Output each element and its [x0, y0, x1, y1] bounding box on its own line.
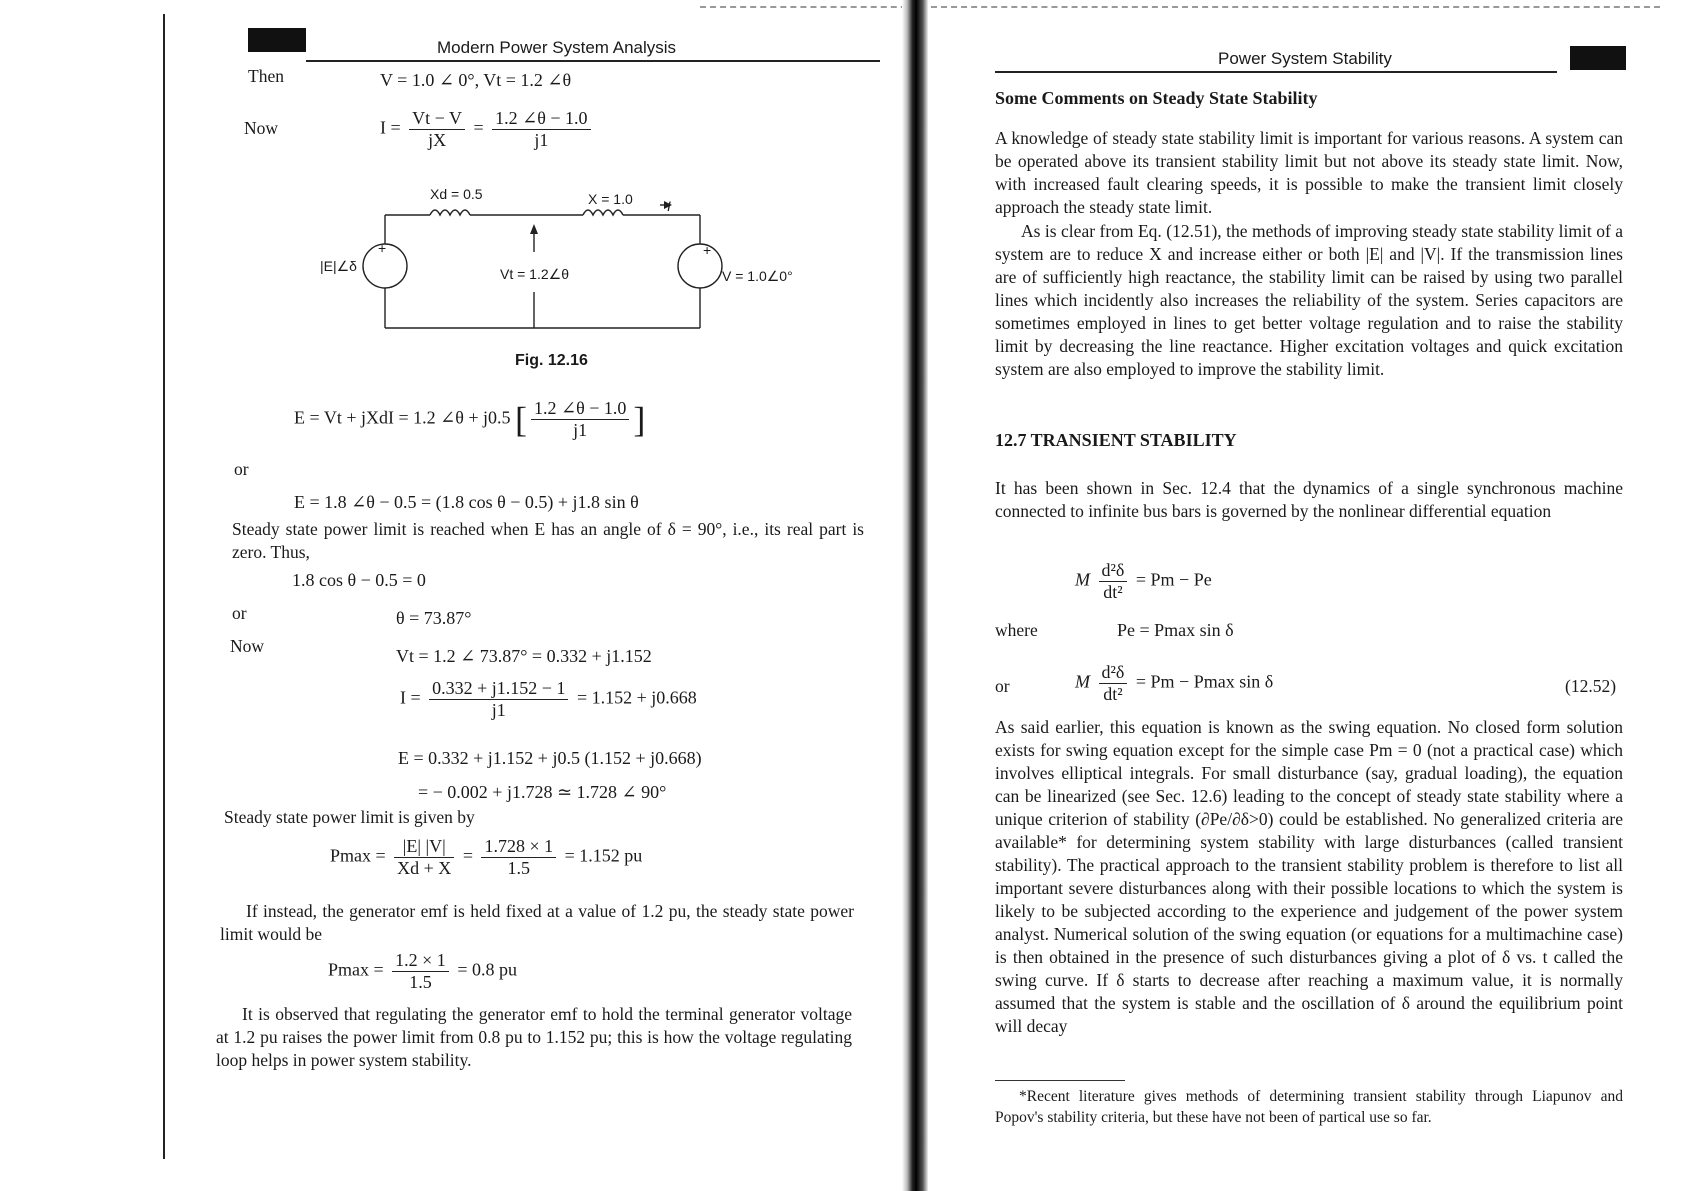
then-label: Then — [248, 66, 284, 86]
paragraph: It is observed that regulating the generator emf to hold the terminal generator voltage at 1.2 pu raises the power limit from 0.8 pu to 1.152 pu; this is how the voltage regulating loop helps in power system stability. — [216, 1004, 852, 1070]
swing-equation-full — [1075, 662, 1273, 705]
numerator: 1.728 × 1 — [481, 836, 556, 858]
bracket: ] — [633, 399, 646, 440]
current-label: I — [667, 198, 671, 214]
fraction — [1099, 560, 1128, 603]
eq-rhs: = Pm − Pe — [1135, 569, 1212, 590]
page-tab-right — [1570, 46, 1626, 70]
or-label: or — [995, 676, 1010, 696]
pe-equation: Pe = Pmax sin δ — [1117, 620, 1234, 640]
paragraph: As said earlier, this equation is known as the swing equation. No closed form solution exists for swing equation except for the simple case Pm = 0 (not a practical case) which involves elliptical integrals. For small disturbance (say, gradual loading), the equation can be linearized (see Sec. 12.6) leading to the concept of steady state stability where a unique criterion of stability (∂Pe/∂δ>0) could be established. No generalized criteria are available* for determining system stability with large disturbances (called transient stability). The practical approach to the transient stability problem is therefore to list all important severe disturbances along with their possible locations to which the system is likely to be subjected according to the experience and judgement of the power system analyst. Numerical solution of the swing equation (or equations for a multimachine case) is then obtained in the presence of such disturbances giving a plot of δ vs. t called the swing curve. If δ starts to decrease after reaching a maximum value, it is normally assumed that the system is stable and the oscillation of δ around the equilibrium point will decay — [995, 717, 1623, 1036]
fraction — [392, 950, 449, 993]
fraction — [429, 678, 568, 721]
equals: = — [473, 117, 484, 138]
eq-lhs: E = Vt + jXdI = 1.2 ∠θ + j0.5 — [294, 407, 511, 428]
inductor-x — [583, 210, 623, 215]
denominator: 1.5 — [409, 972, 432, 992]
where-label: where — [995, 620, 1038, 640]
vt-arrowhead — [530, 224, 538, 234]
numerator: |E| |V| — [394, 836, 454, 858]
denominator: dt² — [1103, 684, 1123, 704]
numerator: 0.332 + j1.152 − 1 — [429, 678, 568, 700]
paragraph: A knowledge of steady state stability limit is important for various reasons. A system can be operated above its transient stability limit but not above its steady state limit. Now, with increased fault clearing speeds, it is possible to make the transient limit closely approach the steady state limit. — [995, 128, 1623, 217]
e-result-equation: = − 0.002 + j1.728 ≃ 1.728 ∠ 90° — [418, 782, 667, 802]
right-header-rule — [995, 71, 1557, 73]
e-equation — [294, 398, 645, 441]
inductor-xd — [430, 210, 470, 215]
eq-lhs: Pmax = — [328, 959, 384, 980]
or-label: or — [232, 603, 247, 623]
left-page-header: Modern Power System Analysis — [437, 38, 677, 57]
pmax-equation — [330, 836, 642, 879]
denominator: j1 — [491, 700, 506, 720]
denominator: jX — [428, 130, 447, 150]
v-label: V = 1.0∠0° — [722, 268, 793, 284]
fraction — [531, 398, 629, 441]
numerator: d²δ — [1099, 560, 1128, 582]
e-expanded-equation: E = 1.8 ∠θ − 0.5 = (1.8 cos θ − 0.5) + j1.8 sin θ — [294, 492, 639, 512]
swing-equation — [1075, 560, 1212, 603]
numerator: 1.2 ∠θ − 1.0 — [531, 398, 629, 420]
cos-equation: 1.8 cos θ − 0.5 = 0 — [292, 570, 426, 590]
circuit-diagram — [300, 180, 820, 350]
equation-number: (12.52) — [1565, 676, 1617, 696]
numerator: 1.2 × 1 — [392, 950, 449, 972]
figure-caption: Fig. 12.16 — [515, 352, 588, 369]
or-label: or — [234, 459, 249, 479]
numerator: 1.2 ∠θ − 1.0 — [492, 108, 590, 130]
vt-label: Vt = 1.2∠θ — [500, 266, 569, 282]
fraction — [409, 108, 465, 151]
eq-lhs: Pmax = — [330, 845, 386, 866]
eq-rhs: = 0.8 pu — [457, 959, 517, 980]
section-heading: 12.7 TRANSIENT STABILITY — [995, 430, 1237, 450]
now-label: Now — [230, 636, 265, 656]
xd-label: Xd = 0.5 — [430, 186, 483, 202]
paragraph: Steady state power limit is reached when E has an angle of δ = 90°, i.e., its real part is zero. Thus, — [232, 519, 864, 562]
pmax-fixed-equation — [328, 950, 517, 993]
denominator: 1.5 — [507, 858, 531, 878]
denominator: j1 — [534, 130, 549, 150]
bracket: [ — [514, 399, 527, 440]
denominator: j1 — [573, 420, 588, 440]
eq-rhs: = 1.152 pu — [564, 845, 643, 866]
footnote-rule — [995, 1080, 1125, 1081]
e-numeric-equation: E = 0.332 + j1.152 + j0.5 (1.152 + j0.668) — [398, 748, 702, 768]
left-header-rule — [306, 60, 880, 62]
fraction — [492, 108, 590, 151]
plus-sign: + — [703, 242, 712, 258]
plus-sign: + — [378, 240, 387, 256]
paragraph: If instead, the generator emf is held fixed at a value of 1.2 pu, the steady state power limit would be — [220, 901, 854, 944]
eq-lhs: I = — [400, 687, 421, 708]
fraction — [1099, 662, 1128, 705]
eq-rhs: = Pm − Pmax sin δ — [1135, 671, 1274, 692]
e-label: |E|∠δ — [320, 258, 357, 274]
right-page — [905, 0, 1684, 1191]
i-equation — [400, 678, 697, 721]
denominator: dt² — [1103, 582, 1123, 602]
eq-lhs: M — [1075, 569, 1090, 590]
right-page-header: Power System Stability — [1218, 49, 1392, 68]
eq-lhs: M — [1075, 671, 1090, 692]
fraction — [481, 836, 556, 879]
eq-rhs: = 1.152 + j0.668 — [576, 687, 697, 708]
fraction — [394, 836, 454, 879]
paragraph: It has been shown in Sec. 12.4 that the dynamics of a single synchronous machine connected to infinite bus bars is governed by the nonlinear differential equation — [995, 478, 1623, 521]
eq-lhs: I = — [380, 117, 401, 138]
footnote: *Recent literature gives methods of determining transient stability through Liapunov and Popov's stability criteria, but these have not been of partical use so far. — [995, 1088, 1623, 1126]
paragraph: Steady state power limit is given by — [224, 807, 475, 827]
x-label: X = 1.0 — [588, 191, 633, 207]
then-equation: V = 1.0 ∠ 0°, Vt = 1.2 ∠θ — [380, 70, 572, 90]
numerator: Vt − V — [409, 108, 465, 130]
equals: = — [462, 845, 473, 866]
paragraph: As is clear from Eq. (12.51), the methods of improving steady state stability limit of a system are to reduce X and increase either or both |E| and |V|. If the transmission lines are of sufficiently high reactance, the stability limit can be raised by using two parallel lines which incidently also increases the reliability of the system. Series capacitors are sometimes employed in lines to get better voltage regulation and to raise the stability limit by decreasing the line reactance. Higher excitation voltages and quick excitation system are also employed to improve the stability limit. — [995, 221, 1623, 379]
infinite-bus-source — [678, 244, 722, 288]
numerator: d²δ — [1099, 662, 1128, 684]
denominator: Xd + X — [397, 858, 452, 878]
section-heading: Some Comments on Steady State Stability — [995, 88, 1318, 108]
theta-equation: θ = 73.87° — [396, 608, 472, 628]
current-equation — [380, 108, 595, 151]
now-label: Now — [244, 118, 279, 138]
vt-equation: Vt = 1.2 ∠ 73.87° = 0.332 + j1.152 — [396, 646, 652, 666]
page-tab-left — [248, 28, 306, 52]
